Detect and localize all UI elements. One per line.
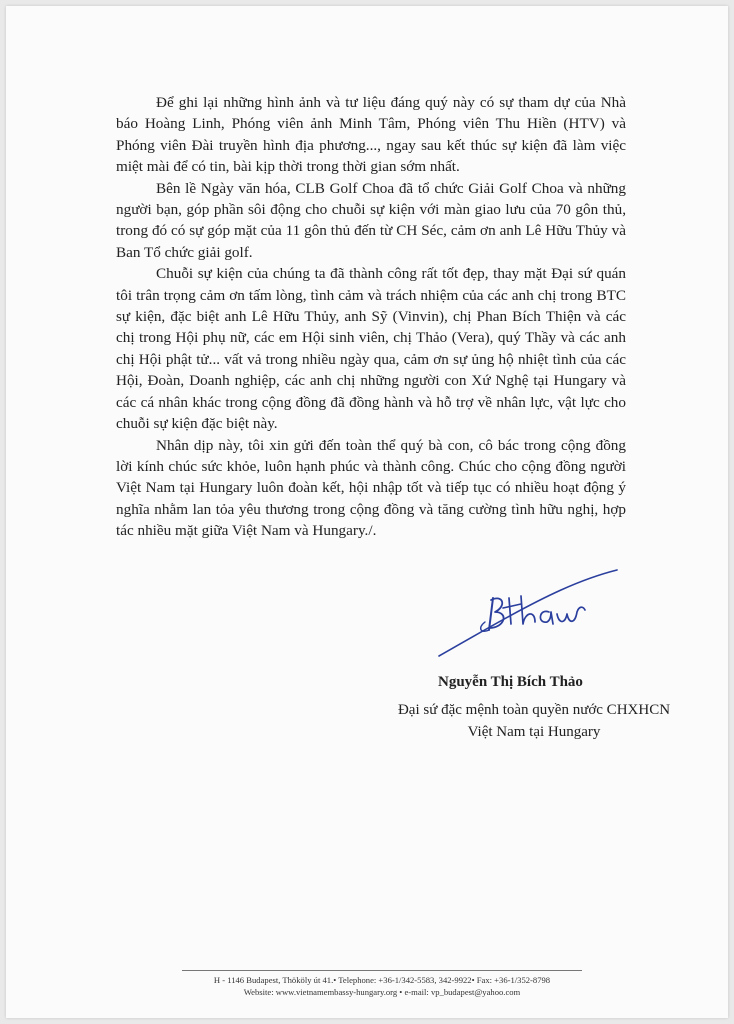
paragraph-2: Bên lề Ngày văn hóa, CLB Golf Choa đã tổ chức Giải Golf Choa và những người bạn, góp phần sôi động cho chuỗi sự kiện với màn giao lưu của 70 gôn thủ, trong đó có sự góp mặt của 11 gôn thủ đến từ CH Séc, cảm ơn anh Lê Hữu Thủy và Ban Tổ chức giải golf. (116, 179, 626, 261)
signature-icon (431, 568, 631, 668)
signer-title (369, 699, 699, 743)
letter-body (116, 92, 626, 542)
paragraph-4: Nhân dịp này, tôi xin gửi đến toàn thể quý bà con, cô bác trong cộng đồng lời kính chúc sức khỏe, luôn hạnh phúc và thành công. Chúc cho cộng đồng người Việt Nam tại Hungary luôn đoàn kết, hội nhập tốt và tiếp tục có nhiều hoạt động ý nghĩa nhằm lan tỏa yêu thương trong cộng đồng và tăng cường tình hữu nghị, hợp tác nhiều mặt giữa Việt Nam và Hungary./. (116, 436, 626, 540)
letter-page (6, 6, 728, 1018)
paragraph-3: Chuỗi sự kiện của chúng ta đã thành công rất tốt đẹp, thay mặt Đại sứ quán tôi trân trọng cảm ơn tấm lòng, tình cảm và trách nhiệm của các anh chị trong BTC sự kiện, đặc biệt anh Lê Hữu Thủy, anh Sỹ (Vinvin), chị Phan Bích Thiện và các chị trong Hội phụ nữ, các em Hội sinh viên, chị Thảo (Vera), quý Thầy và các anh chị Hội phật tử... vất vả trong nhiều ngày qua, cảm ơn sự ủng hộ nhiệt tình của các Hội, Đoàn, Doanh nghiệp, các anh chị những người con Xứ Nghệ tại Hungary và các cá nhân khác trong cộng đồng đã đồng hành và hỗ trợ về nhân lực, vật lực cho chuỗi sự kiện đặc biệt này. (116, 265, 626, 433)
signer-name: Nguyễn Thị Bích Thảo (438, 674, 583, 690)
footer-contact: Website: www.vietnamembassy-hungary.org • e-mail: vp_budapest@yahoo.com (243, 987, 521, 997)
signer-title-line-2: Việt Nam tại Hungary (467, 724, 601, 740)
letterhead-footer (182, 970, 582, 998)
signer-title-line-1: Đại sứ đặc mệnh toàn quyền nước CHXHCN (397, 702, 671, 718)
footer-address: H - 1146 Budapest, Thököly út 41.• Telephone: +36-1/342-5583, 342-9922• Fax: +36-1/352-8798 (213, 975, 551, 985)
paragraph-1: Để ghi lại những hình ảnh và tư liệu đáng quý này có sự tham dự của Nhà báo Hoàng Linh, Phóng viên ảnh Minh Tâm, Phóng viên Thu Hiền (HTV) và Phóng viên Đài truyền hình địa phương..., ngay sau kết thúc sự kiện đã làm việc miệt mài để có tin, bài kịp thời trong thời gian sớm nhất. (116, 94, 626, 176)
handwritten-signature (431, 568, 631, 668)
